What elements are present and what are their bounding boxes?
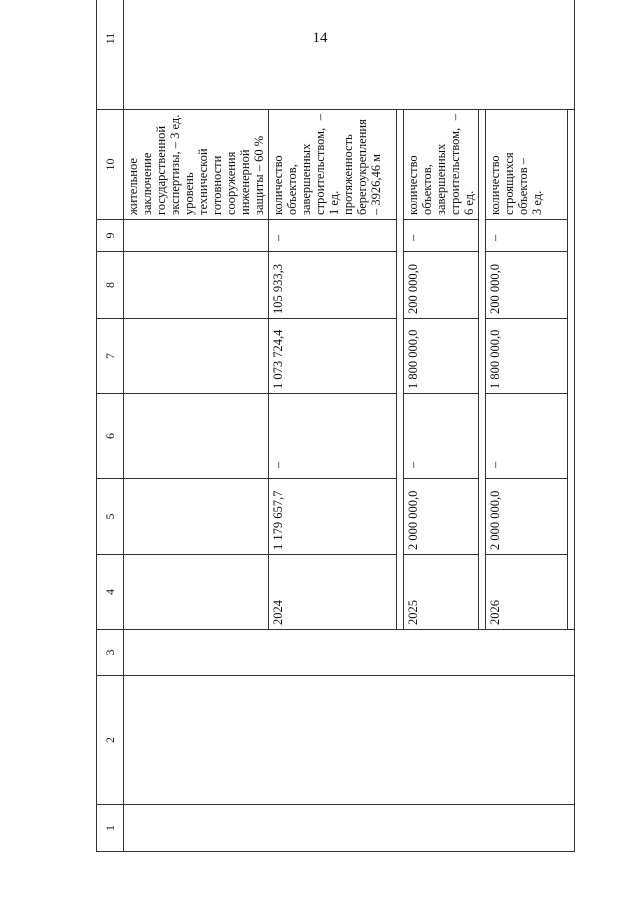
cell-col-8 xyxy=(124,252,269,319)
cell-col-10: количество объектов, завершенных строительством, – 6 ед. xyxy=(404,110,479,220)
cell-col-6 xyxy=(124,394,269,479)
cell-col-8: 200 000,0 xyxy=(404,252,479,319)
page-number: 14 xyxy=(312,30,328,46)
cell-col-9: – xyxy=(486,220,568,252)
cell-col-7: 1 800 000,0 xyxy=(404,319,479,394)
cell-col-5: 2 000 000,0 xyxy=(404,479,479,555)
header-cell: 8 xyxy=(97,252,124,319)
cell-year xyxy=(124,555,269,630)
cell-col-10: количество объектов, завершенных строительством, – 1 ед. протяженность берегоукрепления – 3926,46 м xyxy=(269,110,397,220)
table-row xyxy=(124,0,269,852)
cell-col-7: 1 073 724,4 xyxy=(269,319,397,394)
header-cell: 4 xyxy=(97,555,124,630)
header-cell: 11 xyxy=(97,0,124,110)
cell-col-5: 2 000 000,0 xyxy=(486,479,568,555)
header-cell: 6 xyxy=(97,394,124,479)
cell-col-1 xyxy=(124,805,575,852)
cell-col-9: – xyxy=(404,220,479,252)
header-cell: 7 xyxy=(97,319,124,394)
header-cell: 3 xyxy=(97,630,124,676)
cell-col-9 xyxy=(124,220,269,252)
cell-year: 2026 xyxy=(486,555,568,630)
cell-col-9: – xyxy=(269,220,397,252)
cell-col-11 xyxy=(124,0,575,110)
cell-col-8: 105 933,3 xyxy=(269,252,397,319)
cell-col-6: – xyxy=(404,394,479,479)
cell-year: 2024 xyxy=(269,555,397,630)
cell-col-5: 1 179 657,7 xyxy=(269,479,397,555)
header-cell: 5 xyxy=(97,479,124,555)
cell-col-8: 200 000,0 xyxy=(486,252,568,319)
cell-col-7 xyxy=(124,319,269,394)
cell-col-6: – xyxy=(486,394,568,479)
header-cell: 10 xyxy=(97,110,124,220)
cell-col-3 xyxy=(124,630,575,676)
cell-col-2 xyxy=(124,676,575,805)
header-row xyxy=(97,0,124,852)
cell-col-5 xyxy=(124,479,269,555)
header-cell: 1 xyxy=(97,805,124,852)
cell-year: 2025 xyxy=(404,555,479,630)
cell-col-10: количество строящихся объектов – 3 ед. xyxy=(486,110,568,220)
cell-col-7: 1 800 000,0 xyxy=(486,319,568,394)
data-table xyxy=(96,0,575,852)
cell-col-10: жительное заключение государственной экспертизы, – 3 ед. уровень технической готовности сооружения инженерной защиты – 60 % xyxy=(124,110,269,220)
header-cell: 2 xyxy=(97,676,124,805)
header-cell: 9 xyxy=(97,220,124,252)
cell-col-6: – xyxy=(269,394,397,479)
